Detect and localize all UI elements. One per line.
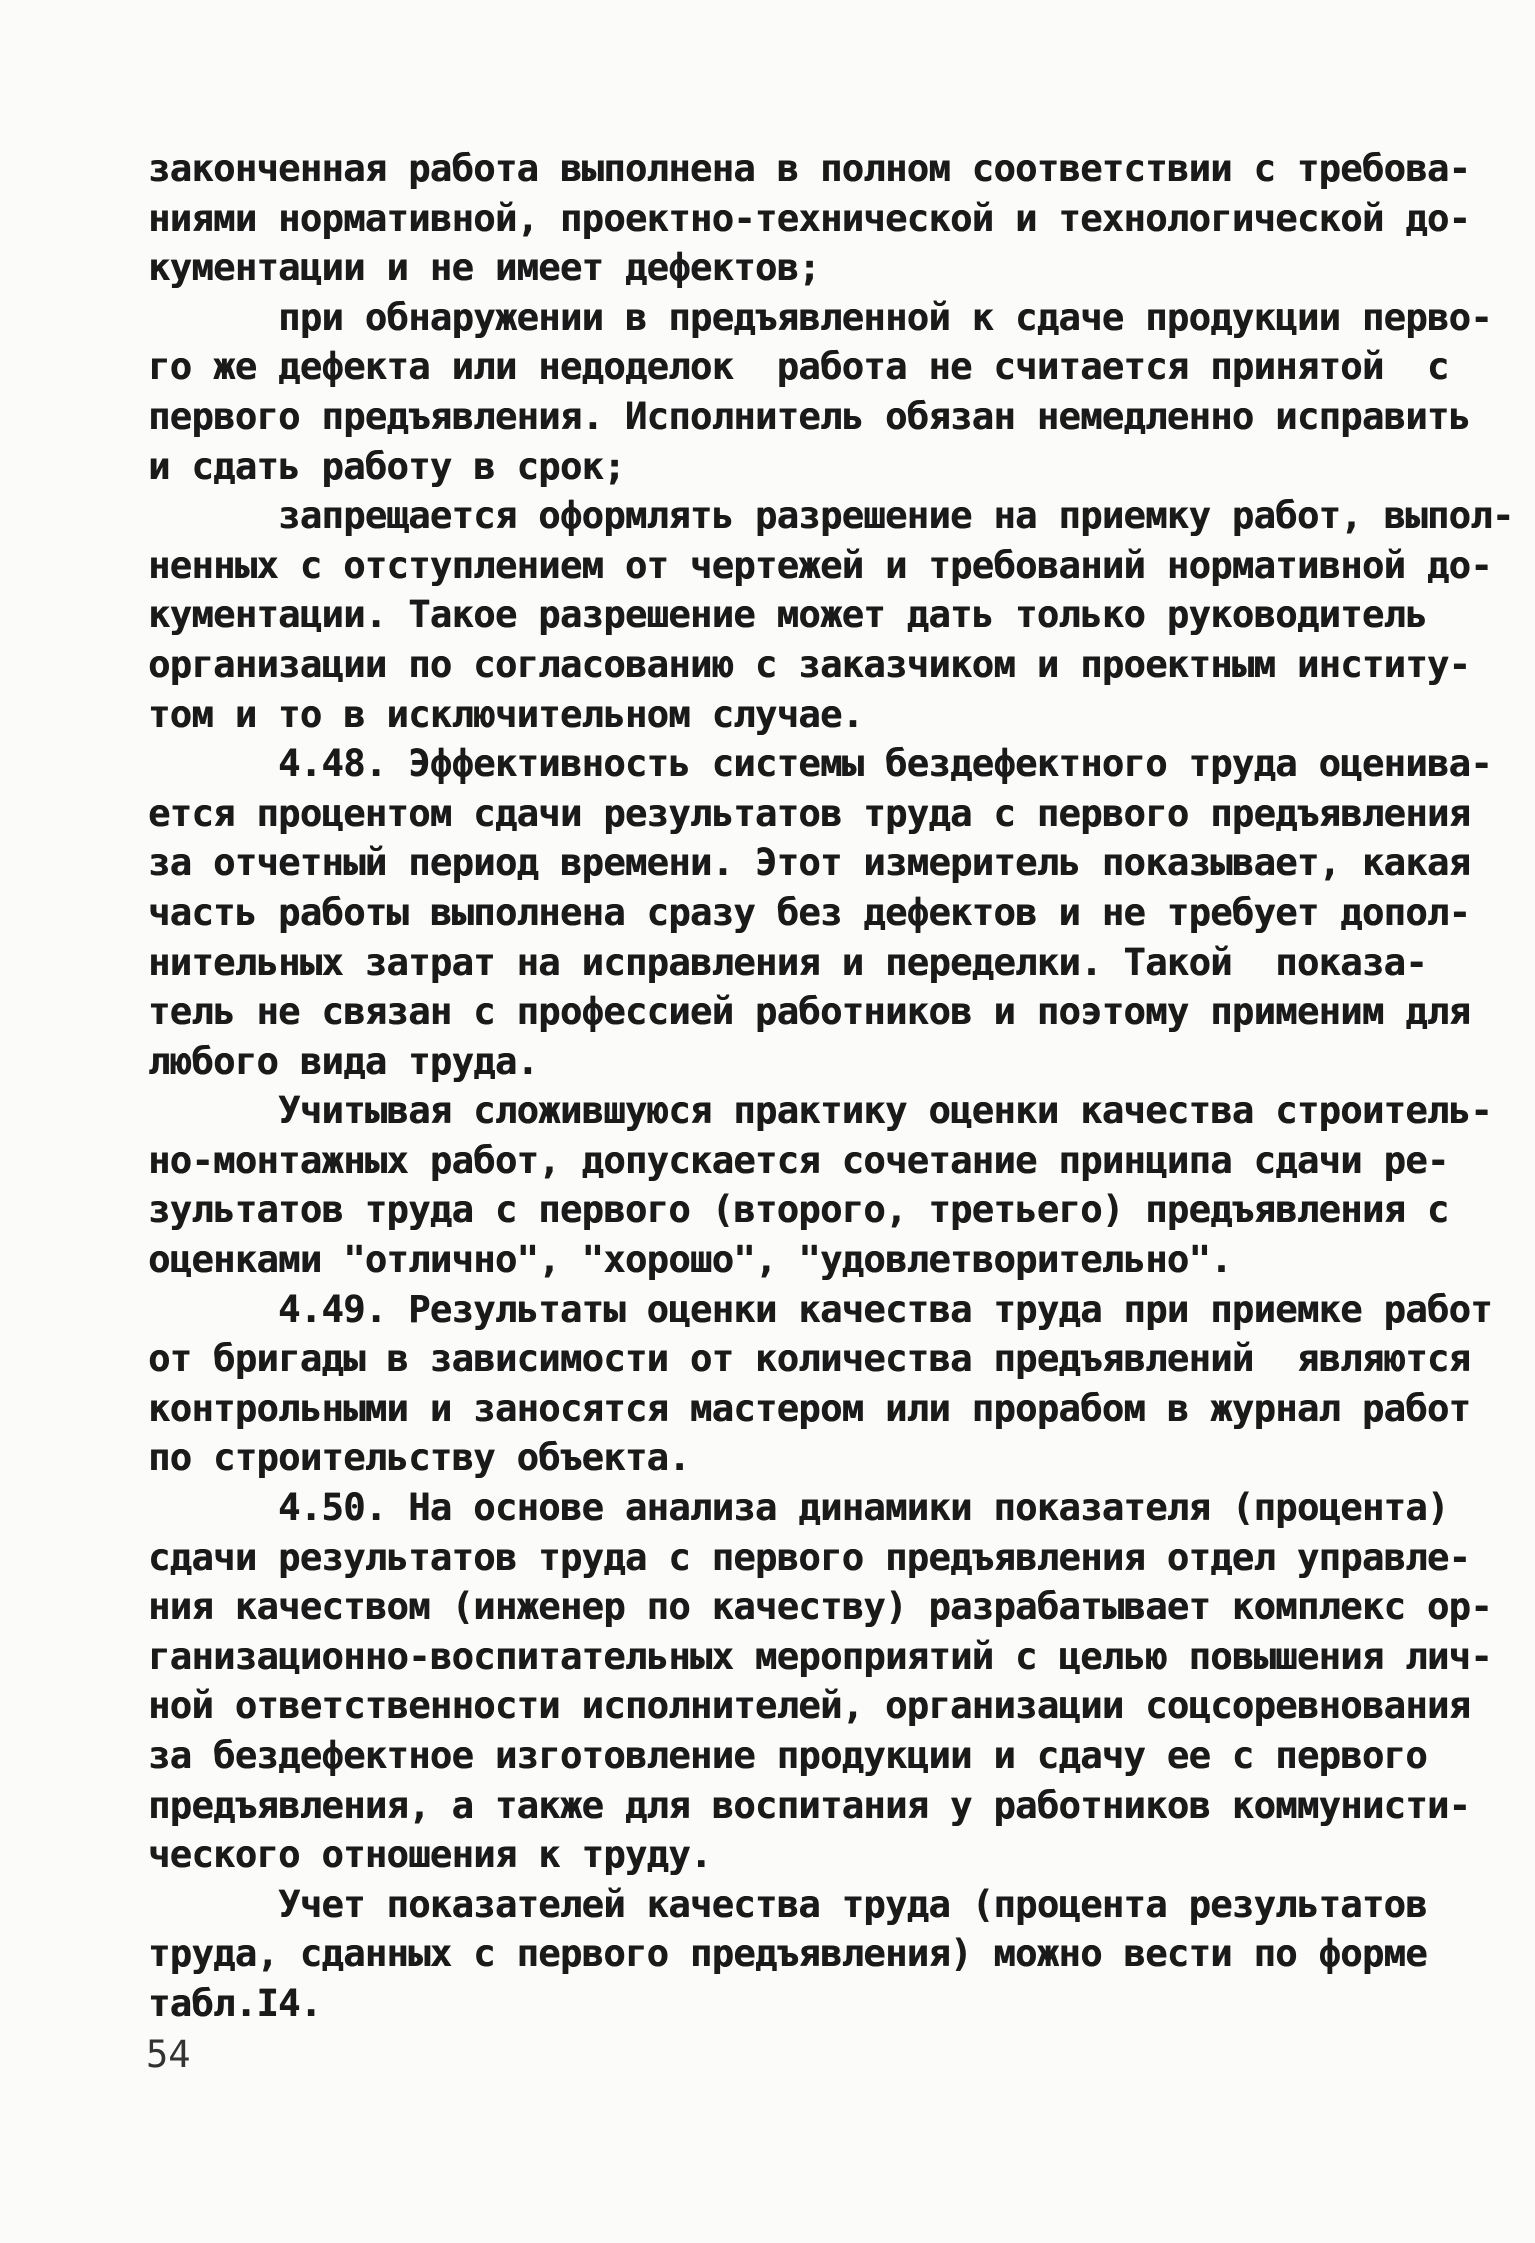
text-line: часть работы выполнена сразу без дефектов и не требует допол- (148, 890, 1471, 934)
text-line: кументации. Такое разрешение может дать только руководитель (148, 593, 1427, 637)
text-line: 4.50. На основе анализа динамики показателя (процента) (148, 1486, 1449, 1530)
text-line: первого предъявления. Исполнитель обязан немедленно исправить (148, 394, 1471, 438)
text-line: сдачи результатов труда с первого предъявления отдел управле- (148, 1535, 1471, 1579)
text-line: труда, сданных с первого предъявления) можно вести по форме (148, 1932, 1427, 1976)
text-line: от бригады в зависимости от количества предъявлений являются (148, 1337, 1471, 1381)
text-line: том и то в исключительном случае. (148, 692, 864, 736)
body-text (148, 144, 1514, 2029)
text-line: и сдать работу в срок; (148, 444, 625, 488)
text-line: ниями нормативной, проектно-технической и технологической до- (148, 196, 1471, 240)
text-line: законченная работа выполнена в полном соответствии с требова- (148, 147, 1471, 190)
text-line: ния качеством (инженер по качеству) разрабатывает комплекс ор- (148, 1585, 1492, 1629)
text-line: 4.49. Результаты оценки качества труда при приемке работ (148, 1287, 1492, 1331)
text-line: го же дефекта или недоделок работа не считается принятой с (148, 345, 1449, 389)
text-line: по строительству объекта. (148, 1436, 690, 1480)
text-line: предъявления, а также для воспитания у работников коммунисти- (148, 1783, 1471, 1827)
text-line: ческого отношения к труду. (148, 1833, 712, 1877)
page-number: 54 (146, 2033, 191, 2076)
text-line: контрольными и заносятся мастером или прорабом в журнал работ (148, 1386, 1471, 1430)
text-line: ной ответственности исполнителей, организации соцсоревнования (148, 1684, 1471, 1728)
text-line: организации по согласованию с заказчиком и проектным институ- (148, 642, 1471, 686)
text-line: 4.48. Эффективность системы бездефектного труда оценива- (148, 742, 1492, 786)
text-line: ганизационно-воспитательных мероприятий с целью повышения лич- (148, 1634, 1492, 1678)
text-line: табл.I4. (148, 1981, 322, 2025)
text-line: ненных с отступлением от чертежей и требований нормативной до- (148, 543, 1492, 587)
text-line: запрещается оформлять разрешение на приемку работ, выпол- (148, 494, 1514, 538)
text-line: при обнаружении в предъявленной к сдаче продукции перво- (148, 295, 1492, 339)
text-line: оценками "отлично", "хорошо", "удовлетворительно". (148, 1238, 1232, 1282)
text-line: за отчетный период времени. Этот измеритель показывает, какая (148, 841, 1471, 885)
text-line: за бездефектное изготовление продукции и сдачу ее с первого (148, 1734, 1427, 1777)
text-line: нительных затрат на исправления и переделки. Такой показа- (148, 940, 1427, 984)
text-line: любого вида труда. (148, 1039, 539, 1083)
text-line: Учитывая сложившуюся практику оценки качества строитель- (148, 1089, 1492, 1133)
text-line: но-монтажных работ, допускается сочетание принципа сдачи ре- (148, 1138, 1449, 1182)
text-line: кументации и не имеет дефектов; (148, 246, 820, 290)
text-line: Учет показателей качества труда (процента результатов (148, 1882, 1427, 1926)
text-line: тель не связан с профессией работников и поэтому применим для (148, 990, 1471, 1034)
text-line: ется процентом сдачи результатов труда с первого предъявления (148, 791, 1471, 835)
text-line: зультатов труда с первого (второго, третьего) предъявления с (148, 1188, 1449, 1232)
